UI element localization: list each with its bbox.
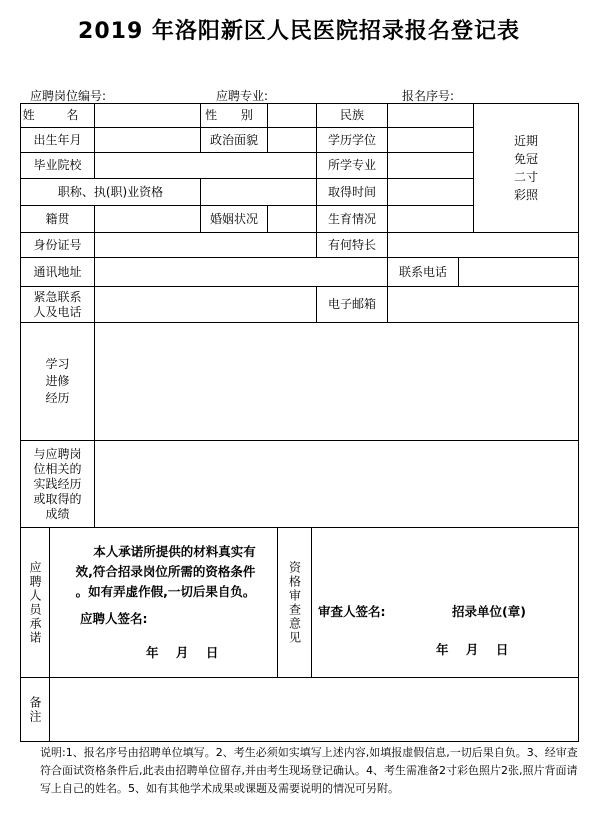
school-label: 毕业院校 <box>20 152 95 179</box>
remarks-label <box>20 677 50 742</box>
field-label: 所学专业 <box>316 152 388 179</box>
native-label: 籍贯 <box>20 205 95 233</box>
photo-text-1: 近期 <box>513 134 538 148</box>
specialty-label: 有何特长 <box>316 232 388 258</box>
field-field[interactable] <box>387 152 474 179</box>
experience-field[interactable] <box>94 440 579 528</box>
birth-field[interactable] <box>94 127 201 153</box>
review-date: 年 月 日 <box>436 642 509 657</box>
promise-line-3: 。如有弄虚作假,一切后果自负。 <box>75 584 256 599</box>
instructions-note: 说明:1、报名序号由招聘单位填写。2、考生必须如实填写上述内容,如填报虚假信息,一切后果自负。3、经审查符合面试资格条件后,此表由招聘单位留存,并由考生现场登记确认。4、考生需准备2寸彩色照片2张,照片背面请写上自己的姓名。5、如有其他学术成果或课题及需要说明的情况可另附。 <box>40 746 578 795</box>
obtain-time-label: 取得时间 <box>316 178 388 206</box>
review-box <box>311 527 579 678</box>
email-field[interactable] <box>387 286 579 323</box>
study-label-line3: 经历 <box>45 391 70 405</box>
photo-text-2: 免冠 <box>513 152 538 166</box>
exp-label-line3: 实践经历 <box>33 476 82 491</box>
specialty-field[interactable] <box>387 232 579 258</box>
emergency-label-line2: 人及电话 <box>33 304 82 319</box>
fertility-label: 生育情况 <box>316 205 388 233</box>
study-label <box>20 322 95 441</box>
study-label-line2: 进修 <box>45 374 70 388</box>
remarks-field[interactable] <box>49 677 579 742</box>
remarks-label-text: 备注 <box>28 695 42 724</box>
emergency-label-line1: 紧急联系 <box>33 289 82 304</box>
review-label-text: 资格审查意见 <box>287 560 302 645</box>
review-label <box>277 527 312 678</box>
exp-label-line4: 或取得的 <box>33 491 82 506</box>
promise-date: 年 月 日 <box>146 645 219 660</box>
birth-label: 出生年月 <box>20 127 95 153</box>
recruit-unit-seal: 招录单位(章) <box>452 604 526 619</box>
exp-label-line5: 成绩 <box>45 506 70 521</box>
exp-label-line1: 与应聘岗 <box>33 446 82 461</box>
experience-label <box>20 440 95 528</box>
school-field[interactable] <box>94 152 317 179</box>
id-card-label: 身份证号 <box>20 232 95 258</box>
obtain-time-field[interactable] <box>387 178 474 206</box>
political-field[interactable] <box>267 127 317 153</box>
marital-field[interactable] <box>267 205 317 233</box>
photo-box[interactable] <box>473 103 579 233</box>
id-card-field[interactable] <box>94 232 317 258</box>
photo-text-4: 彩照 <box>513 188 538 202</box>
native-field[interactable] <box>94 205 201 233</box>
promise-line-2: 效,符合招录岗位所需的资格条件 <box>75 564 256 579</box>
address-field[interactable] <box>94 257 388 287</box>
phone-label: 联系电话 <box>387 257 459 287</box>
ethnicity-label: 民族 <box>316 103 388 128</box>
email-label: 电子邮箱 <box>316 286 388 323</box>
gender-label: 性 别 <box>200 103 268 128</box>
serial-label: 报名序号: <box>402 89 455 103</box>
applicant-signature-label: 应聘人签名: <box>80 611 148 626</box>
promise-line-1: 本人承诺所提供的材料真实有 <box>93 544 256 559</box>
title-qual-label: 职称、执(职)业资格 <box>20 178 201 206</box>
position-no-label: 应聘岗位编号: <box>30 89 107 103</box>
degree-label: 学历学位 <box>316 127 388 153</box>
phone-field[interactable] <box>458 257 579 287</box>
emergency-label <box>20 286 95 323</box>
promise-label <box>20 527 50 678</box>
emergency-field[interactable] <box>94 286 317 323</box>
exp-label-line2: 位相关的 <box>33 461 82 476</box>
marital-label: 婚姻状况 <box>200 205 268 233</box>
name-label: 姓 名 <box>20 103 95 128</box>
title-qual-field[interactable] <box>200 178 317 206</box>
political-label: 政治面貌 <box>200 127 268 153</box>
study-field[interactable] <box>94 322 579 441</box>
page-title: 2019 年洛阳新区人民医院招录报名登记表 <box>78 19 520 44</box>
study-label-line1: 学习 <box>45 357 70 371</box>
degree-field[interactable] <box>387 127 474 153</box>
major-label: 应聘专业: <box>216 89 269 103</box>
name-field[interactable] <box>94 103 201 128</box>
promise-label-text: 应聘人员承诺 <box>28 560 42 645</box>
reviewer-signature-label: 审查人签名: <box>318 604 386 619</box>
photo-text-3: 二寸 <box>513 170 538 184</box>
ethnicity-field[interactable] <box>387 103 474 128</box>
fertility-field[interactable] <box>387 205 474 233</box>
gender-field[interactable] <box>267 103 317 128</box>
address-label: 通讯地址 <box>20 257 95 287</box>
promise-box <box>49 527 278 678</box>
